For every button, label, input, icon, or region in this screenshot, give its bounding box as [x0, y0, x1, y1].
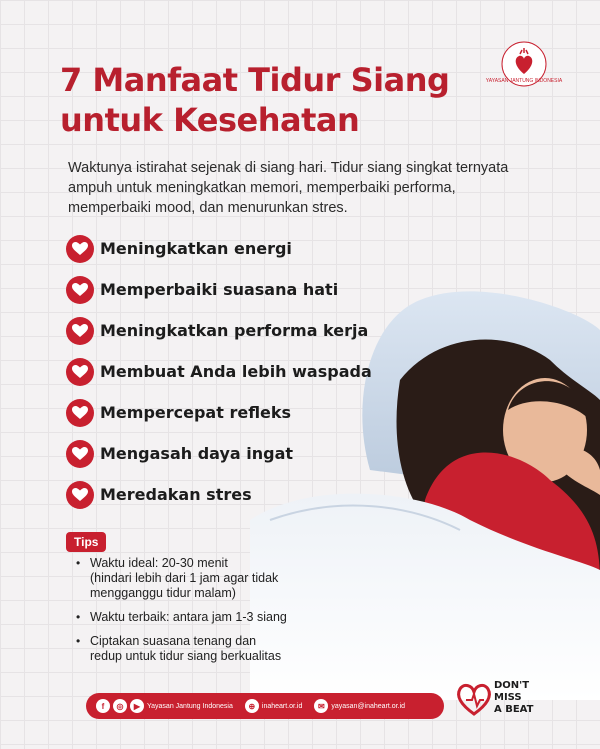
list-item: [76, 556, 336, 601]
benefit-label: Meredakan stres: [100, 485, 252, 504]
list-item: [66, 392, 372, 433]
heart-icon: [66, 481, 94, 509]
tip-text: Waktu ideal: 20-30 menit (hindari lebih dari 1 jam agar tidak mengganggu tidur malam): [90, 556, 279, 600]
benefit-label: Mempercepat refleks: [100, 403, 292, 422]
website-text[interactable]: inaheart.or.id: [261, 702, 303, 710]
logo-text: YAYASAN JANTUNG INDONESIA: [485, 78, 563, 84]
benefit-label: Membuat Anda lebih waspada: [100, 362, 372, 381]
list-item: [76, 634, 336, 664]
email-text[interactable]: yayasan@inaheart.or.id: [331, 702, 406, 710]
tips-badge: Tips: [66, 532, 106, 552]
title-line-2: untuk Kesehatan: [60, 101, 360, 139]
heart-ribbon-icon: [454, 680, 494, 720]
heart-icon: [66, 440, 94, 468]
bullet-icon: •: [76, 556, 81, 570]
yji-logo: [485, 40, 563, 88]
tagline-line-1: DON'T: [494, 680, 530, 691]
facebook-icon[interactable]: f: [96, 699, 110, 713]
heart-icon: [66, 276, 94, 304]
intro-text: Waktunya istirahat sejenak di siang hari. Tidur siang singkat ternyata ampuh untuk meningkatkan memori, memperbaiki performa, memperbaiki mood, dan menurunkan stres.: [68, 160, 509, 216]
email-icon: ✉: [314, 699, 328, 713]
tagline-line-2: MISS: [494, 692, 522, 703]
list-item: [66, 310, 372, 351]
benefits-list: [66, 228, 372, 515]
heart-icon: [66, 317, 94, 345]
tagline-line-3: A BEAT: [494, 704, 534, 715]
tip-text: Waktu terbaik: antara jam 1-3 siang: [90, 610, 287, 624]
tagline: [494, 680, 554, 716]
benefit-label: Memperbaiki suasana hati: [100, 280, 339, 299]
social-links: [96, 699, 233, 713]
benefit-label: Meningkatkan performa kerja: [100, 321, 369, 340]
benefit-label: Meningkatkan energi: [100, 239, 292, 258]
bullet-icon: •: [76, 610, 81, 624]
title-line-1: 7 Manfaat Tidur Siang: [60, 61, 450, 99]
instagram-icon[interactable]: ◎: [113, 699, 127, 713]
list-item: [66, 351, 372, 392]
social-name[interactable]: Yayasan Jantung Indonesia: [147, 702, 233, 710]
website-link: [245, 699, 302, 713]
list-item: [76, 610, 336, 625]
globe-icon: ⊕: [245, 699, 259, 713]
list-item: [66, 269, 372, 310]
heart-icon: [66, 235, 94, 263]
benefit-label: Mengasah daya ingat: [100, 444, 294, 463]
page-title: [60, 60, 490, 140]
tip-text: Ciptakan suasana tenang dan redup untuk tidur siang berkualitas: [90, 634, 282, 663]
footer-bar: [86, 693, 444, 719]
heart-icon: [66, 358, 94, 386]
bullet-icon: •: [76, 634, 81, 648]
list-item: [66, 228, 372, 269]
list-item: [66, 433, 372, 474]
list-item: [66, 474, 372, 515]
youtube-icon[interactable]: ▶: [130, 699, 144, 713]
tips-list: [76, 556, 336, 673]
email-link: [314, 699, 405, 713]
dont-miss-a-beat-logo: [454, 680, 544, 724]
heart-icon: [66, 399, 94, 427]
